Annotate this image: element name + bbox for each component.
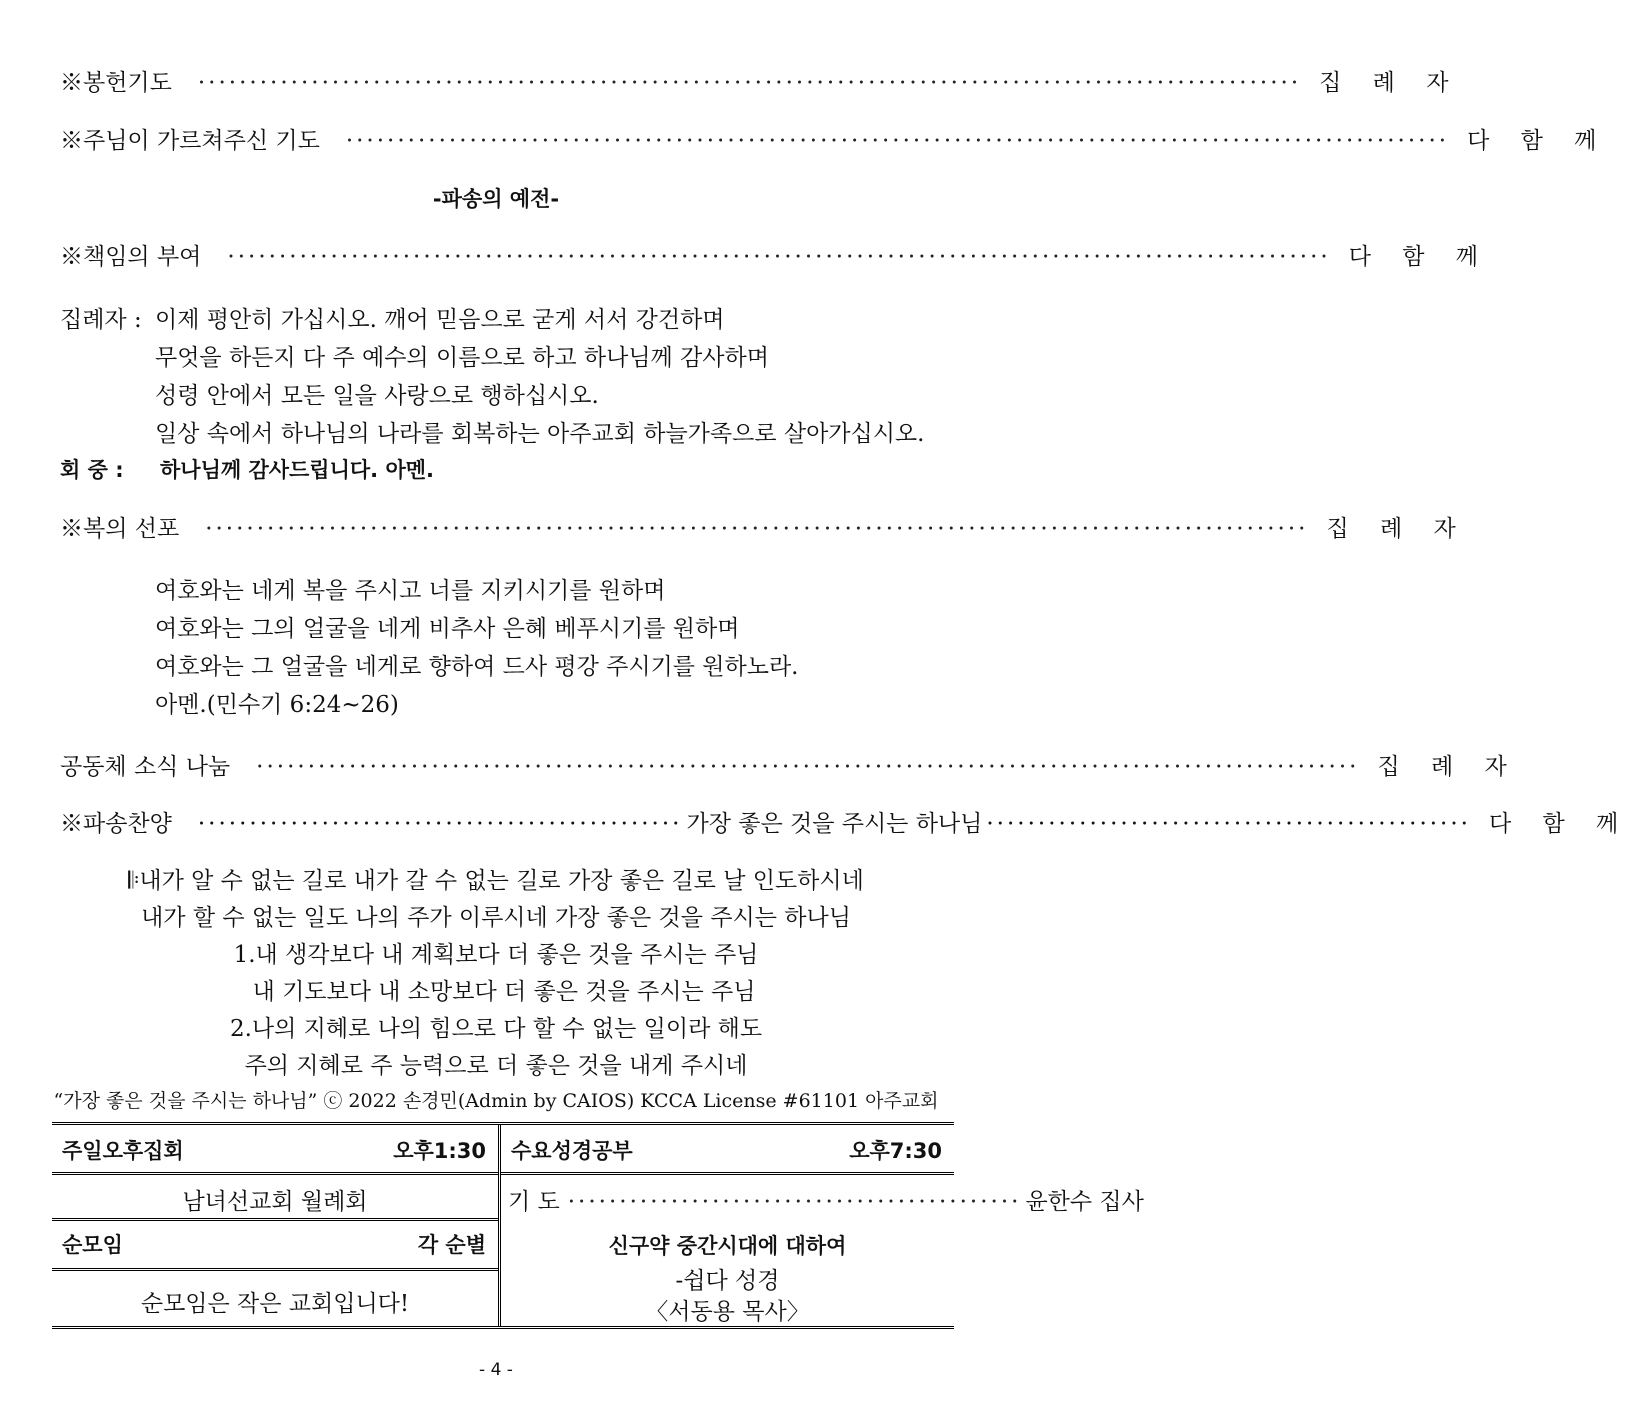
commission-line: 이제 평안히 가십시오. 깨어 믿음으로 굳게 서서 강건하며 — [155, 307, 725, 333]
lyric-line: 𝄆내가 알 수 없는 길로 내가 갈 수 없는 길로 가장 좋은 길로 날 인도하시네 — [128, 868, 864, 894]
commission-line: 성령 안에서 모든 일을 사랑으로 행하십시오. — [155, 383, 599, 409]
wednesday-prayer-person: 윤한수 집사 — [1025, 1189, 1144, 1215]
leader-dots: ··········································································································· — [345, 128, 1450, 154]
divider — [501, 1172, 954, 1175]
table-top-border — [52, 1122, 954, 1125]
wednesday-study-header — [501, 1127, 954, 1172]
sunday-meeting-header — [52, 1127, 498, 1172]
copyright-notice: “가장 좋은 것을 주시는 하나님” ⓒ 2022 손경민(Admin by CAIOS) KCCA License #61101 아주교회 — [53, 1090, 939, 1112]
lords-prayer-label: ※주님이 가르쳐주신 기도 — [60, 128, 320, 154]
wednesday-study-title: 수요성경공부 — [511, 1138, 633, 1163]
commission-label: ※책임의 부여 — [60, 244, 202, 270]
commission-row — [60, 238, 1490, 271]
divider — [52, 1172, 498, 1175]
cell-group-header — [52, 1222, 498, 1266]
wednesday-topic: 신구약 중간시대에 대하여 — [608, 1234, 847, 1258]
sending-hymn-row — [60, 805, 1630, 838]
sending-hymn-label: ※파송찬양 — [60, 811, 172, 837]
table-bottom-border — [52, 1326, 954, 1329]
leader-dots: ············································ — [567, 1189, 1022, 1215]
sending-hymn-leader: 다 함 께 — [1489, 811, 1630, 837]
cell-group-content: 순모임은 작은 교회입니다! — [140, 1291, 410, 1317]
sending-hymn-title: 가장 좋은 것을 주시는 하나님 — [686, 811, 983, 837]
benediction-label: ※복의 선포 — [60, 516, 180, 542]
lords-prayer-leader: 다 함 께 — [1467, 128, 1609, 154]
sunday-meeting-time: 오후1:30 — [393, 1138, 486, 1163]
benediction-line: 여호와는 그의 얼굴을 네게 비추사 은혜 베푸시기를 원하며 — [155, 616, 740, 642]
news-leader: 집 례 자 — [1377, 754, 1519, 780]
benediction-line: 여호와는 네게 복을 주시고 너를 지키시기를 원하며 — [155, 578, 666, 604]
sending-section-title: -파송의 예전- — [432, 187, 560, 211]
divider — [52, 1218, 498, 1221]
benediction-line: 여호와는 그 얼굴을 네게로 향하여 드사 평강 주시기를 원하노라. — [155, 654, 799, 680]
leader-dots: ··········································································································· — [227, 244, 1331, 270]
wednesday-series: -쉽다 성경 — [675, 1268, 780, 1294]
congregation-speaker: 회 중 : — [60, 458, 124, 482]
benediction-row — [60, 510, 1468, 543]
news-label: 공동체 소식 나눔 — [60, 754, 231, 780]
benediction-leader: 집 례 자 — [1326, 516, 1468, 542]
offering-prayer-label: ※봉헌기도 — [60, 70, 172, 96]
lyric-line: 1.내 생각보다 내 계획보다 더 좋은 것을 주시는 주님 — [233, 942, 759, 968]
leader-dots: ··············································· — [986, 811, 1471, 837]
lyric-line: 내가 할 수 없는 일도 나의 주가 이루시네 가장 좋은 것을 주시는 하나님 — [141, 905, 851, 931]
offering-prayer-row — [60, 64, 1461, 97]
leader-dots: ··········································································································· — [197, 70, 1302, 96]
wednesday-study-time: 오후7:30 — [849, 1138, 942, 1163]
sunday-meeting-content: 남녀선교회 월례회 — [182, 1189, 368, 1215]
divider — [52, 1268, 498, 1271]
lords-prayer-row — [60, 122, 1609, 155]
commission-leader: 다 함 께 — [1348, 244, 1490, 270]
commission-line: 일상 속에서 하나님의 나라를 회복하는 아주교회 하늘가족으로 살아가십시오. — [155, 421, 925, 447]
offering-prayer-leader: 집 례 자 — [1319, 70, 1461, 96]
benediction-reference: 아멘.(민수기 6:24~26) — [155, 692, 399, 718]
leader-dots: ··········································································································· — [205, 516, 1309, 542]
cell-group-time: 각 순별 — [417, 1233, 486, 1257]
wednesday-prayer-label: 기 도 — [508, 1189, 560, 1215]
news-row — [60, 748, 1519, 781]
lyric-line: 내 기도보다 내 소망보다 더 좋은 것을 주시는 주님 — [252, 979, 756, 1005]
congregation-response: 하나님께 감사드립니다. 아멘. — [160, 458, 435, 482]
wednesday-speaker: 〈서동용 목사〉 — [645, 1299, 810, 1325]
wednesday-prayer-row — [508, 1183, 1144, 1216]
page-number: - 4 - — [479, 1360, 513, 1380]
leader-dots: ··········································································································· — [256, 754, 1360, 780]
lyric-line: 주의 지혜로 주 능력으로 더 좋은 것을 내게 주시네 — [244, 1053, 748, 1079]
commission-speaker: 집례자 : — [60, 307, 142, 333]
cell-group-title: 순모임 — [62, 1233, 123, 1257]
lyric-line: 2.나의 지혜로 나의 힘으로 다 할 수 없는 일이라 해도 — [229, 1016, 763, 1042]
commission-line: 무엇을 하든지 다 주 예수의 이름으로 하고 하나님께 감사하며 — [155, 345, 769, 371]
sunday-meeting-title: 주일오후집회 — [62, 1138, 184, 1163]
leader-dots: ··············································· — [197, 811, 683, 837]
